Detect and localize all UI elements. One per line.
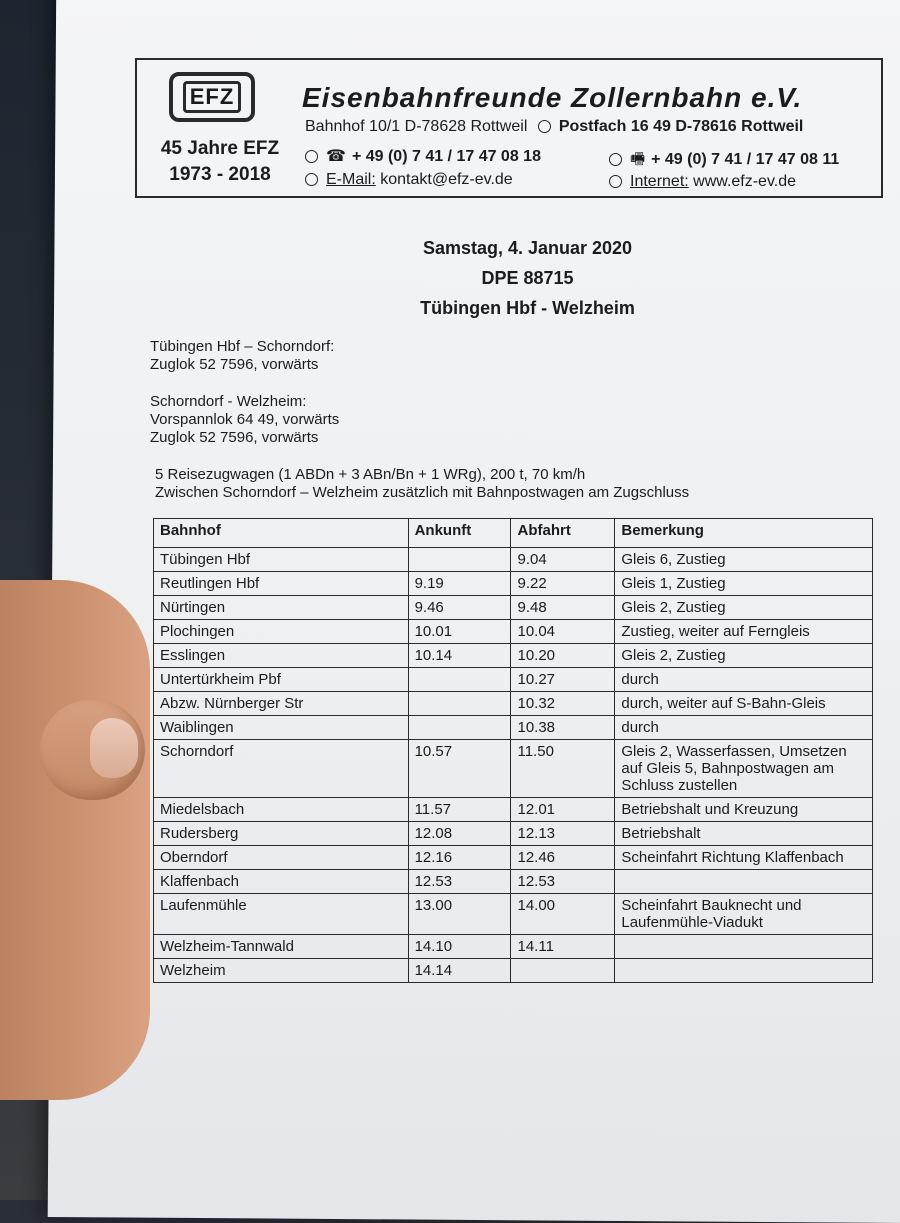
- fax-icon: 🖷: [630, 151, 646, 168]
- email-label: E-Mail:: [326, 171, 376, 188]
- cell-departure: 9.48: [511, 596, 615, 620]
- cell-station: Laufenmühle: [154, 894, 409, 935]
- cell-arrival: 10.57: [408, 740, 511, 798]
- address-line: [305, 118, 803, 136]
- consist-line-2: Zwischen Schorndorf – Welzheim zusätzlich mit Bahnpostwagen am Zugschluss: [155, 484, 690, 501]
- cell-station: Nürtingen: [154, 596, 409, 620]
- cell-station: Reutlingen Hbf: [154, 572, 409, 596]
- letterhead: [135, 58, 883, 198]
- cell-arrival: [408, 668, 511, 692]
- cell-arrival: 12.08: [408, 822, 511, 846]
- cell-arrival: 14.14: [408, 959, 511, 983]
- cell-remark: Zustieg, weiter auf Ferngleis: [615, 620, 873, 644]
- cell-departure: [511, 959, 615, 983]
- cell-station: Plochingen: [154, 620, 409, 644]
- cell-departure: 12.13: [511, 822, 615, 846]
- cell-station: Tübingen Hbf: [154, 548, 409, 572]
- cell-arrival: 12.53: [408, 870, 511, 894]
- bullet-icon: [609, 153, 622, 166]
- cell-remark: Gleis 2, Zustieg: [615, 644, 873, 668]
- cell-arrival: 14.10: [408, 935, 511, 959]
- cell-remark: durch: [615, 716, 873, 740]
- cell-departure: 12.01: [511, 798, 615, 822]
- bullet-icon: [305, 173, 318, 186]
- phone-icon: ☎: [326, 148, 346, 165]
- phone-line: [305, 146, 541, 166]
- org-name: Eisenbahnfreunde Zollernbahn e.V.: [302, 82, 803, 113]
- date-title: Samstag, 4. Januar 2020: [422, 238, 633, 258]
- cell-station: Welzheim: [154, 959, 409, 983]
- cell-departure: 10.04: [511, 620, 615, 644]
- cell-arrival: [408, 548, 511, 572]
- table-row: [154, 620, 873, 644]
- section-2-title: Schorndorf - Welzheim:: [150, 393, 307, 410]
- cell-arrival: [408, 692, 511, 716]
- hand: [0, 580, 150, 1100]
- cell-remark: Scheinfahrt Richtung Klaffenbach: [615, 846, 873, 870]
- table-row: [154, 572, 873, 596]
- cell-arrival: 9.19: [408, 572, 511, 596]
- internet-line: [609, 173, 796, 191]
- table-header-row: [154, 519, 873, 548]
- internet-label: Internet:: [630, 173, 689, 190]
- cell-arrival: 12.16: [408, 846, 511, 870]
- timetable: [153, 518, 873, 983]
- cell-station: Untertürkheim Pbf: [154, 668, 409, 692]
- cell-remark: Betriebshalt: [615, 822, 873, 846]
- cell-remark: Gleis 1, Zustieg: [615, 572, 873, 596]
- table-row: [154, 740, 873, 798]
- route-title: Tübingen Hbf - Welzheim: [420, 298, 635, 318]
- cell-departure: 11.50: [511, 740, 615, 798]
- table-row: [154, 548, 873, 572]
- cell-station: Welzheim-Tannwald: [154, 935, 409, 959]
- table-row: [154, 959, 873, 983]
- table-row: [154, 716, 873, 740]
- loco-section-2: [150, 393, 339, 447]
- cell-remark: durch: [615, 668, 873, 692]
- cell-station: Miedelsbach: [154, 798, 409, 822]
- header-departure: Abfahrt: [511, 519, 615, 548]
- header-remark: Bemerkung: [615, 519, 873, 548]
- efz-logo: [169, 72, 255, 122]
- cell-departure: 10.38: [511, 716, 615, 740]
- cell-arrival: 13.00: [408, 894, 511, 935]
- table-row: [154, 798, 873, 822]
- table-row: [154, 644, 873, 668]
- anniversary-line1: 45 Jahre EFZ: [160, 138, 280, 159]
- table-row: [154, 870, 873, 894]
- internet[interactable]: www.efz-ev.de: [693, 173, 797, 190]
- cell-remark: Gleis 6, Zustieg: [615, 548, 873, 572]
- cell-station: Klaffenbach: [154, 870, 409, 894]
- cell-remark: [615, 870, 873, 894]
- cell-remark: Betriebshalt und Kreuzung: [615, 798, 873, 822]
- section-1-title: Tübingen Hbf – Schorndorf:: [150, 338, 335, 355]
- logo-text: EFZ: [183, 81, 242, 113]
- consist-info: [155, 466, 689, 502]
- cell-arrival: [408, 716, 511, 740]
- cell-departure: 9.22: [511, 572, 615, 596]
- thumbnail: [90, 718, 138, 778]
- phone: + 49 (0) 7 41 / 17 47 08 18: [351, 148, 541, 165]
- cell-departure: 14.00: [511, 894, 615, 935]
- anniversary: [145, 136, 295, 188]
- cell-remark: Gleis 2, Wasserfassen, Umsetzen auf Gleis 5, Bahnpostwagen am Schluss zustellen: [615, 740, 873, 798]
- bullet-icon: [305, 150, 318, 163]
- bullet-icon: [609, 175, 622, 188]
- cell-departure: 12.53: [511, 870, 615, 894]
- email[interactable]: kontakt@efz-ev.de: [380, 171, 513, 188]
- section-2-line-1: Vorspannlok 64 49, vorwärts: [150, 411, 340, 428]
- anniversary-line2: 1973 - 2018: [169, 164, 271, 185]
- cell-departure: 9.04: [511, 548, 615, 572]
- header-arrival: Ankunft: [408, 519, 511, 548]
- table-row: [154, 692, 873, 716]
- cell-arrival: 10.14: [408, 644, 511, 668]
- cell-station: Abzw. Nürnberger Str: [154, 692, 409, 716]
- cell-station: Rudersberg: [154, 822, 409, 846]
- table-row: [154, 935, 873, 959]
- email-line: [305, 171, 513, 189]
- header-station: Bahnhof: [154, 519, 409, 548]
- train-number: DPE 88715: [481, 268, 574, 288]
- table-row: [154, 894, 873, 935]
- table-row: [154, 668, 873, 692]
- table-row: [154, 596, 873, 620]
- cell-arrival: 11.57: [408, 798, 511, 822]
- cell-departure: 10.27: [511, 668, 615, 692]
- cell-arrival: 9.46: [408, 596, 511, 620]
- consist-line-1: 5 Reisezugwagen (1 ABDn + 3 ABn/Bn + 1 WRg), 200 t, 70 km/h: [155, 466, 586, 483]
- cell-remark: [615, 935, 873, 959]
- cell-remark: durch, weiter auf S-Bahn-Gleis: [615, 692, 873, 716]
- cell-remark: [615, 959, 873, 983]
- cell-arrival: 10.01: [408, 620, 511, 644]
- cell-remark: Scheinfahrt Bauknecht und Laufenmühle-Viadukt: [615, 894, 873, 935]
- section-1-line: Zuglok 52 7596, vorwärts: [150, 356, 319, 373]
- cell-departure: 10.20: [511, 644, 615, 668]
- cell-station: Schorndorf: [154, 740, 409, 798]
- cell-station: Esslingen: [154, 644, 409, 668]
- cell-station: Oberndorf: [154, 846, 409, 870]
- fax-line: [609, 148, 839, 175]
- fax: + 49 (0) 7 41 / 17 47 08 11: [651, 151, 840, 168]
- cell-departure: 10.32: [511, 692, 615, 716]
- cell-station: Waiblingen: [154, 716, 409, 740]
- address: Bahnhof 10/1 D-78628 Rottweil: [305, 118, 528, 135]
- table-row: [154, 846, 873, 870]
- cell-remark: Gleis 2, Zustieg: [615, 596, 873, 620]
- loco-section-1: [150, 338, 334, 374]
- section-2-line-2: Zuglok 52 7596, vorwärts: [150, 429, 319, 446]
- bullet-icon: [538, 120, 551, 133]
- postfach: Postfach 16 49 D-78616 Rottweil: [558, 118, 804, 135]
- cell-departure: 12.46: [511, 846, 615, 870]
- table-row: [154, 822, 873, 846]
- cell-departure: 14.11: [511, 935, 615, 959]
